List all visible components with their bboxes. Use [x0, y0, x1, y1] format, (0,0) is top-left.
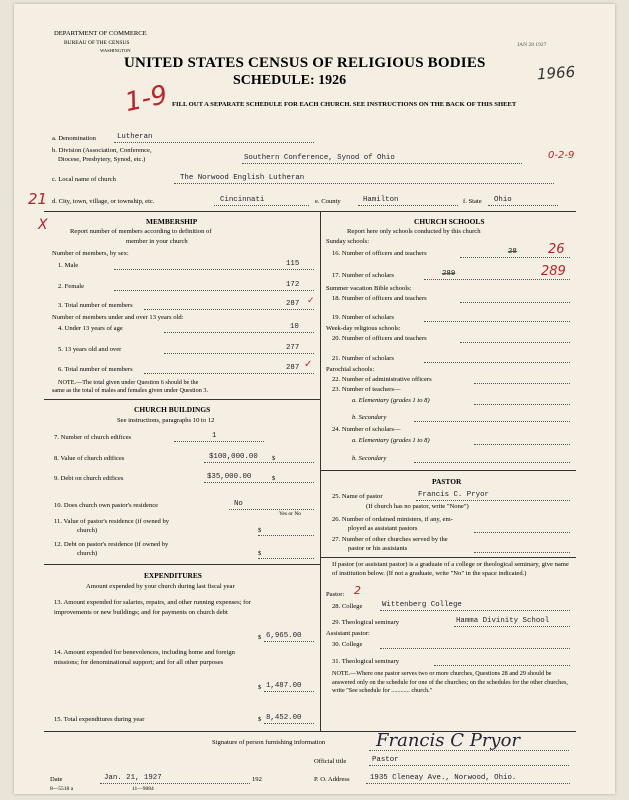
city-label: d. City, town, village, or township, etc. [52, 198, 155, 205]
membership-intro-1: Report number of members according to definition of [70, 228, 212, 235]
college-label: 28. College [332, 603, 363, 610]
edifice-value-label: 8. Value of church edifices [54, 455, 125, 462]
graduate-instructions: If pastor (or assistant pastor) is a graduate of a college or theological seminary, give name of institution below. (If not a graduate, write "No" in the space indicated.) [332, 561, 569, 577]
signature-scrawl: Francis C Pryor [376, 730, 521, 751]
expenditures-intro: Amount expended by your church during last fiscal year [86, 583, 235, 590]
yes-or-no-hint: Yes or No [279, 511, 302, 517]
county-label: e. County [315, 198, 341, 205]
handwritten-index-mark: 1-9 [122, 79, 171, 119]
handwritten-x-mark: X [38, 217, 48, 233]
sunday-officers-typed: 28 [508, 248, 517, 256]
total-expenditures-amount: 8,452.00 [266, 714, 302, 722]
membership-note-1: NOTE.—The total given under Question 6 should be the [58, 379, 199, 386]
residence-debt-label-sub: church) [77, 550, 98, 557]
college-value: Wittenberg College [382, 601, 462, 609]
total-members-value-1: 287 [286, 300, 300, 308]
sunday-officers-corrected: 26 [548, 242, 565, 257]
weekday-scholars-label: 21. Number of scholars [332, 355, 394, 362]
sunday-scholars-corrected: 289 [541, 264, 566, 279]
membership-note-2: same as the total of males and females given under Question 3. [52, 387, 209, 394]
handwritten-pastor-mark: 2 [354, 584, 361, 597]
over-13-value: 277 [286, 344, 300, 352]
salaries-label: 13. Amount expended for salaries, repairs, and other running expenses; for improvements or new buildings; and for payments on church debt [54, 599, 251, 616]
handwritten-file-number: 1966 [536, 62, 576, 84]
location-label: WASHINGTON [100, 48, 131, 53]
po-address-value: 1935 Cleneay Ave., Norwood, Ohio. [370, 774, 517, 782]
benevolences-amount: 1,487.00 [266, 682, 302, 690]
teachers-label: 23. Number of teachers— [332, 386, 401, 393]
official-title-value: Pastor [372, 756, 399, 764]
state-value: Ohio [494, 196, 512, 204]
parochial-schools-label: Parochial schools: [326, 366, 375, 373]
sunday-officers-label: 16. Number of officers and teachers [332, 250, 427, 257]
pastor-name-hint: (If church has no pastor, write "None") [366, 503, 469, 510]
bureau-label: BUREAU OF THE CENSUS [64, 40, 130, 46]
under-13-value: 10 [290, 323, 299, 331]
po-address-label: P. O. Address [314, 776, 350, 783]
salaries-amount: 6,965.00 [266, 632, 302, 640]
signature-label: Signature of person furnishing information [212, 739, 326, 746]
check-mark: ✓ [307, 296, 315, 306]
sunday-scholars-typed: 289 [442, 270, 456, 278]
residence-value-label: 11. Value of pastor's residence (if owned by [54, 518, 170, 525]
benevolences-label: 14. Amount expended for benevolences, including home and foreign missions; for denominational support; and for all other purposes [54, 649, 235, 666]
pastor-name-value: Francis C. Pryor [418, 491, 489, 499]
sunday-scholars-label: 17. Number of scholars [332, 272, 394, 279]
total-members-value-2: 287 [286, 364, 300, 372]
male-label: 1. Male [58, 262, 79, 269]
division-value: Southern Conference, Synod of Ohio [244, 154, 395, 162]
other-churches-label-sub: pastor or his assistants [348, 545, 408, 552]
date-label: Date [50, 776, 63, 783]
total-members-label-1: 3. Total number of members [58, 302, 133, 309]
weekday-officers-label: 20. Number of officers and teachers [332, 335, 427, 342]
expenditures-heading: EXPENDITURES [144, 571, 202, 580]
state-label: f. State [463, 198, 482, 205]
church-name-value: The Norwood English Lutheran [180, 174, 305, 182]
teachers-secondary-label: b. Secondary [352, 414, 387, 421]
assistant-seminary-label: 31. Theological seminary [332, 658, 400, 665]
total-members-label-2: 6. Total number of members [58, 366, 133, 373]
pastor-residence-value: No [234, 500, 243, 508]
handwritten-margin-mark: 21 [28, 190, 48, 208]
over-13-label: 5. 13 years old and over [58, 346, 122, 353]
check-mark: ✓ [304, 359, 313, 370]
sunday-schools-label: Sunday schools: [326, 238, 370, 245]
instructions-line: FILL OUT A SEPARATE SCHEDULE FOR EACH CHURCH. SEE INSTRUCTIONS ON THE BACK OF THIS SHEET [172, 101, 517, 108]
teachers-elementary-label: a. Elementary (grades 1 to 8) [352, 397, 430, 404]
county-value: Hamilton [363, 196, 399, 204]
scholars-secondary-label: b. Secondary [352, 455, 387, 462]
residence-debt-label: 12. Debt on pastor's residence (if owned by [54, 541, 169, 548]
schools-intro: Report here only schools conducted by this church [347, 228, 481, 235]
official-title-label: Official title [314, 758, 347, 765]
seminary-label: 29. Theological seminary [332, 619, 400, 626]
denomination-value: Lutheran [117, 133, 153, 141]
census-form: DEPARTMENT OF COMMERCE BUREAU OF THE CENSUS WASHINGTON JAN 28 1927 1966 UNITED STATES CENSUS OF RELIGIOUS BODIES SCHEDULE: 1926 1-9 FILL OUT A SEPARATE SCHEDULE FOR EACH CHURCH. SEE INSTRUCTIONS ON THE BACK OF THIS SHEET a. Denomination Lutheran b. Division (Association, Conference, Diocese, Presbytery, Synod, etc.) Southern Conference, Synod of Ohio 0-2-9 c. Local name of church The Norwood English Lutheran 21 d. City, town, village, or township, etc. Cincinnati e. County Hamilton f. State Ohio X MEMBERSHIP Report number of members according to definition of member in your church Number of members, by sex: 1. Male 115 2. Female 172 3. Total number of members 287 ✓ Number of members under and over 13 years old: 4. Under 13 years of age 10 5. 13 years old and over 277 6. Total number of members 287 ✓ NOTE.—The total given under Question 6 should be the same as the total of males and females given under Question 3. CHURCH BUILDINGS See instructions, paragraphs 10 to 12 7. Number of church edifices 1 8. Value of church edifices $100,000.00 $ 9. Debt on church edifices $35,000.00 $ 10. Does church own pastor's residence No Yes or No 11. Value of pastor's residence (if owned by church) $ 12. Debt on pastor's residence (if owned by church) $ EXPENDITURES Amount expended by your church during last fiscal year 13. Amount expended for salaries, repairs, and other running expenses; for improvements or new buildings; and for payments on church debt $ 6,965.00 14. Amount expended for benevolences, including home and foreign missions; for denominational support; and for all other purposes $ 1,487.00 15. Total expenditures during year $ 8,452.00 CHURCH SCHOOLS Report here only schools conducted by this church Sunday schools: 16. Number of officers and teachers 28 26 17. Number of scholars 289 289 Summer vacation Bible schools: 18. Number of officers and teachers 19. Number of scholars Week-day religious schools: 20. Number of officers and teachers 21. Number of scholars Parochial schools: 22. Number of administrative officers 23. Number of teachers— a. Elementary (grades 1 to 8) b. Secondary 24. Number of scholars— a. Elementary (grades 1 to 8) b. Secondary PASTOR 25. Name of pastor Francis C. Pryor (If church has no pastor, write "None") 26. Number of ordained ministers, if any, em- ployed as assistant pastors 27. Number of other churches served by the pastor or his assistants If pastor (or assistant pastor) is a graduate of a college or theological seminary, give name of institution below. (If not a graduate, write "No" in the space indicated.) Pastor: 2 28. College Wittenberg College 29. Theological seminary Hamma Divinity School Assistant pastor: 30. College 31. Theological seminary NOTE.—Where one pastor serves two or more churches, Questions 28 and 29 should be answered only on the schedule for one of the churches; on the schedules for the other churches, write "See schedule for ............ church." Signature of person furnishing information Francis C Pryor Official title Pastor Date Jan. 21, 1927 192 8—5518 a 11—9084 P. O. Address 1935 Cleneay Ave., Norwood, Ohio. [14, 4, 615, 794]
ordained-ministers-label-sub: ployed as assistant pastors [348, 525, 418, 532]
edifice-value-amount: $100,000.00 [209, 453, 258, 461]
summer-officers-label: 18. Number of officers and teachers [332, 295, 427, 302]
summer-scholars-label: 19. Number of scholars [332, 314, 394, 321]
female-value: 172 [286, 281, 300, 289]
date-value: Jan. 21, 1927 [104, 774, 162, 782]
form-title: UNITED STATES CENSUS OF RELIGIOUS BODIES [124, 55, 486, 71]
scholars-elementary-label: a. Elementary (grades 1 to 8) [352, 437, 430, 444]
age-group-label: Number of members under and over 13 years old: [52, 314, 184, 321]
pastor-name-label: 25. Name of pastor [332, 493, 383, 500]
male-value: 115 [286, 260, 300, 268]
received-stamp: JAN 28 1927 [517, 42, 547, 48]
handwritten-division-code: 0-2-9 [548, 150, 575, 161]
edifices-value: 1 [212, 432, 217, 440]
weekday-schools-label: Week-day religious schools: [326, 325, 401, 332]
total-expenditures-label: 15. Total expenditures during year [54, 716, 145, 723]
seminary-value: Hamma Divinity School [456, 617, 550, 625]
edifice-debt-label: 9. Debt on church edifices [54, 475, 124, 482]
pastor-residence-label: 10. Does church own pastor's residence [54, 502, 159, 509]
print-number: 11—9084 [132, 786, 154, 792]
division-label: b. Division (Association, Conference, [52, 147, 152, 154]
other-churches-label: 27. Number of other churches served by the [332, 536, 448, 543]
schedule-title: SCHEDULE: 1926 [233, 73, 347, 88]
female-label: 2. Female [58, 283, 85, 290]
department-label: DEPARTMENT OF COMMERCE [54, 30, 147, 37]
form-number: 8—5518 a [50, 786, 74, 792]
pastor-sub-label: Pastor: [326, 591, 345, 598]
membership-heading: MEMBERSHIP [146, 217, 198, 226]
edifices-label: 7. Number of church edifices [54, 434, 132, 441]
assistant-college-label: 30. College [332, 641, 363, 648]
admin-officers-label: 22. Number of administrative officers [332, 376, 432, 383]
residence-value-label-sub: church) [77, 527, 98, 534]
city-value: Cincinnati [220, 196, 265, 204]
church-name-label: c. Local name of church [52, 176, 116, 183]
scholars-parochial-label: 24. Number of scholars— [332, 426, 401, 433]
church-schools-heading: CHURCH SCHOOLS [414, 217, 485, 226]
pastor-note: NOTE.—Where one pastor serves two or more churches, Questions 28 and 29 should be answered only on the schedule for one of the churches; on the schedules for the other churches, write "See schedule for ............ church." [332, 670, 568, 694]
membership-intro-2: member in your church [126, 238, 188, 245]
division-label-sub: Diocese, Presbytery, Synod, etc.) [58, 156, 146, 163]
edifice-debt-amount: $35,000.00 [207, 473, 252, 481]
under-13-label: 4. Under 13 years of age [58, 325, 123, 332]
church-buildings-heading: CHURCH BUILDINGS [134, 405, 211, 414]
buildings-instructions: See instructions, paragraphs 10 to 12 [117, 417, 215, 424]
date-year-suffix: 192 [252, 776, 262, 783]
membership-by-sex-label: Number of members, by sex: [52, 250, 129, 257]
pastor-heading: PASTOR [432, 477, 462, 486]
assistant-pastor-label: Assistant pastor: [326, 630, 370, 637]
summer-schools-label: Summer vacation Bible schools: [326, 285, 412, 292]
denomination-label: a. Denomination [52, 135, 96, 142]
ordained-ministers-label: 26. Number of ordained ministers, if any, em- [332, 516, 453, 523]
